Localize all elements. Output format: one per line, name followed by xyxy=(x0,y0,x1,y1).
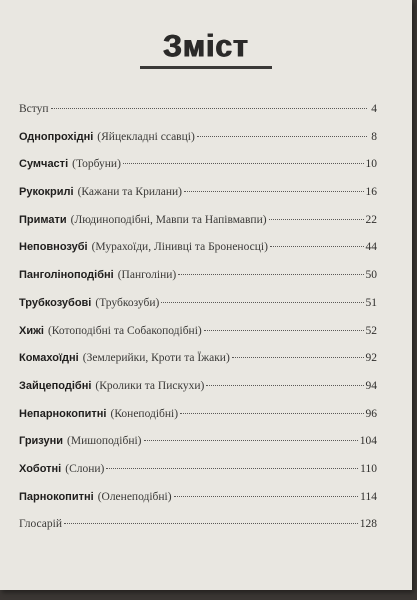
toc-entry-name: Непарнокопитні xyxy=(19,407,107,420)
dot-leader xyxy=(184,191,364,192)
toc-entry xyxy=(19,408,377,436)
toc-entry-subtitle: (Оленеподібні) xyxy=(97,490,172,503)
toc-entry xyxy=(19,186,377,214)
toc-entry-subtitle: (Панголіни) xyxy=(117,269,177,282)
page-title: Зміст xyxy=(163,29,249,64)
toc-entry-name: Глосарій xyxy=(19,518,63,531)
toc-entry xyxy=(19,380,377,408)
dot-leader xyxy=(269,219,364,220)
toc-entry-name: Трубкозубові xyxy=(19,296,92,309)
toc-entry-name: Хижі xyxy=(19,324,44,337)
table-of-contents xyxy=(19,103,377,546)
toc-entry xyxy=(19,214,377,242)
toc-page-number: 8 xyxy=(371,130,377,143)
toc-entry-name: Сумчасті xyxy=(19,158,69,171)
dot-leader xyxy=(106,468,358,469)
toc-page-number: 22 xyxy=(365,213,377,226)
toc-page-number: 114 xyxy=(360,490,377,503)
dot-leader xyxy=(197,136,367,137)
toc-page-number: 128 xyxy=(359,518,377,531)
toc-entry-subtitle: (Кролики та Пискухи) xyxy=(95,379,205,392)
toc-entry xyxy=(19,241,377,269)
toc-entry-name: Неповнозубі xyxy=(19,241,88,254)
toc-entry-subtitle: (Мурахоїди, Лінивці та Броненосці) xyxy=(91,241,268,254)
toc-page-number: 10 xyxy=(365,158,377,171)
toc-entry-subtitle: (Яйцекладні ссавці) xyxy=(97,130,195,143)
toc-page-number: 51 xyxy=(365,296,377,309)
toc-page-number: 92 xyxy=(365,352,377,365)
dot-leader xyxy=(123,163,364,164)
toc-entry-subtitle: (Конеподібні) xyxy=(110,407,179,420)
toc-entry-name: Парнокопитні xyxy=(19,490,94,503)
toc-entry-name: Гризуни xyxy=(19,435,64,448)
toc-entry-subtitle: (Торбуни) xyxy=(72,158,121,171)
toc-page-number: 104 xyxy=(359,435,377,448)
toc-entry xyxy=(19,491,377,519)
toc-page-number: 50 xyxy=(365,269,377,282)
dot-leader xyxy=(270,246,364,247)
dot-leader xyxy=(232,357,364,358)
dot-leader xyxy=(206,385,363,386)
dot-leader xyxy=(178,274,363,275)
dot-leader xyxy=(204,330,364,331)
title-underline xyxy=(140,66,272,69)
dot-leader xyxy=(51,108,367,109)
toc-entry-intro xyxy=(19,103,377,131)
toc-entry-name: Рукокрилі xyxy=(19,186,74,199)
toc-entry-subtitle: (Кажани та Крилани) xyxy=(77,186,182,199)
toc-page-number: 110 xyxy=(360,462,377,475)
title-block xyxy=(0,30,412,64)
toc-entry-name: Однопрохідні xyxy=(19,130,94,143)
toc-entry xyxy=(19,352,377,380)
toc-entry-subtitle: (Трубкозуби) xyxy=(95,296,160,309)
toc-entry-name: Панголіноподібні xyxy=(19,269,114,282)
toc-entry xyxy=(19,463,377,491)
toc-page-number: 44 xyxy=(365,241,377,254)
toc-entry-name: Вступ xyxy=(19,103,49,115)
toc-entry-subtitle: (Людиноподібні, Мавпи та Напівмавпи) xyxy=(70,213,267,226)
toc-entry-name: Зайцеподібні xyxy=(19,379,92,392)
toc-page-number: 16 xyxy=(365,186,377,199)
toc-page-number: 4 xyxy=(371,103,377,115)
toc-entry xyxy=(19,269,377,297)
toc-entry xyxy=(19,297,377,325)
toc-page-number: 94 xyxy=(365,379,377,392)
toc-entry xyxy=(19,158,377,186)
toc-page-number: 96 xyxy=(365,407,377,420)
toc-entry xyxy=(19,435,377,463)
toc-entry-name: Комахоїдні xyxy=(19,352,79,365)
toc-page-number: 52 xyxy=(365,324,377,337)
dot-leader xyxy=(180,413,363,414)
toc-entry-name: Примати xyxy=(19,213,67,226)
toc-entry-subtitle: (Слони) xyxy=(65,462,105,475)
toc-entry xyxy=(19,131,377,159)
toc-entry-subtitle: (Землерийки, Кроти та Їжаки) xyxy=(82,352,230,365)
toc-entry xyxy=(19,325,377,353)
toc-entry-name: Хоботні xyxy=(19,462,62,475)
dot-leader xyxy=(144,440,358,441)
dot-leader xyxy=(174,496,359,497)
toc-entry-glossary xyxy=(19,518,377,546)
dot-leader xyxy=(64,523,358,524)
toc-entry-subtitle: (Мишоподібні) xyxy=(67,435,142,448)
toc-entry-subtitle: (Котоподібні та Собакоподібні) xyxy=(47,324,202,337)
dot-leader xyxy=(161,302,363,303)
